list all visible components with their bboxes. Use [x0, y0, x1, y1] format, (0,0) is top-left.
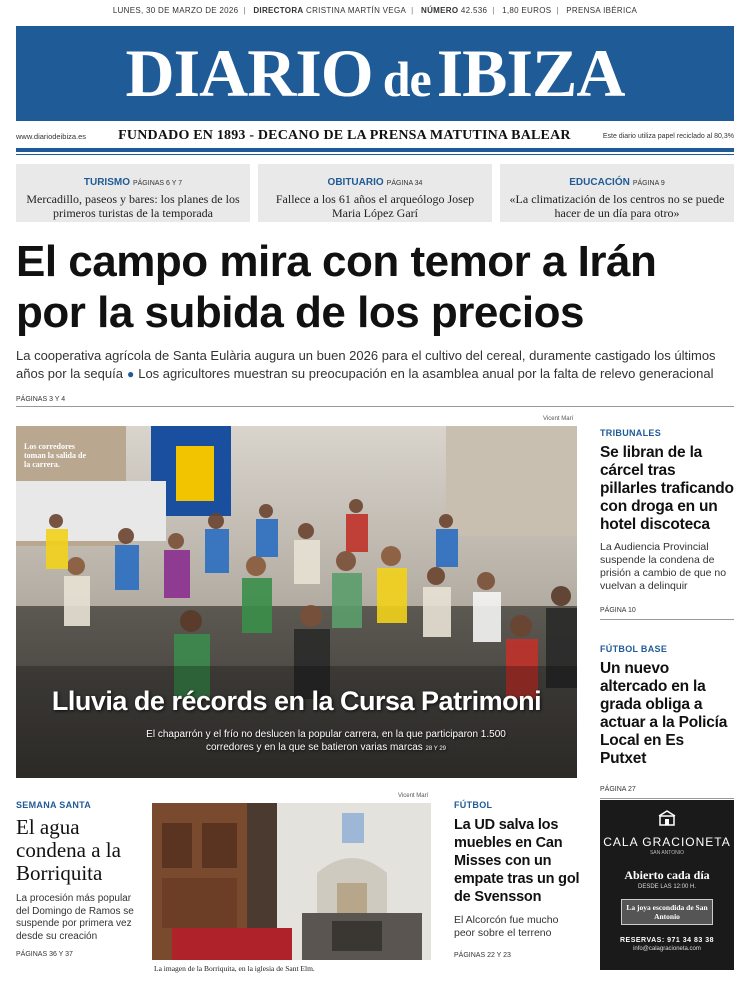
story-pages: PÁGINA 27: [600, 786, 636, 793]
teaser-text: Fallece a los 61 años el arqueólogo Josep Maria López Garí: [275, 192, 475, 220]
race-photo[interactable]: [16, 426, 577, 778]
borriquita-photo[interactable]: [152, 803, 431, 960]
story-semana-santa[interactable]: [16, 800, 142, 958]
ad-email[interactable]: info@calagracioneta.com: [633, 946, 701, 952]
main-deck-b: Los agricultores muestran su preocupación en la asamblea anual por la falta de relevo generacional: [138, 366, 714, 381]
church-interior-illustration: [152, 803, 431, 960]
photo-pages: 28 Y 29: [425, 746, 447, 752]
directora-name: CRISTINA MARTÍN VEGA: [306, 6, 407, 15]
lower-photo-caption: La imagen de la Borriquita, en la iglesia de Sant Elm.: [154, 964, 315, 973]
story-headline[interactable]: Se libran de la cárcel tras pillarles traficando con droga en un hotel discoteca: [600, 444, 734, 533]
number-label: NÚMERO: [421, 6, 459, 15]
restaurant-logo-icon: [657, 808, 677, 828]
photo-subtitle: El chaparrón y el frío no deslucen la popular carrera, en la que participaron 1.500 corredores y en la que se batieron varias marcas 28 Y 29: [146, 729, 506, 753]
founded-tagline: FUNDADO EN 1893 - DECANO DE LA PRENSA MATUTINA BALEAR: [118, 128, 571, 143]
masthead-rule-thin: [16, 154, 734, 155]
main-pages: PÁGINAS 3 Y 4: [16, 396, 66, 403]
teaser-bar: [16, 164, 734, 222]
ad-open: Abierto cada día: [624, 868, 710, 882]
website-url[interactable]: www.diariodeibiza.es: [16, 131, 87, 141]
race-photo-illustration: [16, 426, 577, 778]
ad-slogan: La joya escondida de San Antonio: [621, 899, 713, 925]
newspaper-logo[interactable]: DIARIO deIBIZA: [125, 35, 625, 111]
ad-place: SAN ANTONIO: [649, 850, 685, 856]
recycled-paper-note: Este diario utiliza papel reciclado al 80,3%: [602, 132, 734, 140]
teaser-category: OBITUARIO: [327, 177, 384, 188]
story-headline[interactable]: Un nuevo altercado en la grada obliga a actuar a la Policía Local en Es Putxet: [600, 660, 728, 767]
lower-photo-credit: Vicent Marí: [398, 793, 429, 799]
kicker: TRIBUNALES: [600, 428, 661, 438]
photo-credit: Vicent Marí: [543, 416, 574, 422]
edition-info-bar: LUNES, 30 DE MARZO DE 2026 | DIRECTORA CRISTINA MARTÍN VEGA | NÚMERO 42.536 | 1,80 EUROS | PRENSA IBÉRICA: [112, 6, 638, 15]
masthead-rule: [16, 148, 734, 152]
teaser-obituario[interactable]: [258, 164, 492, 222]
kicker: SEMANA SANTA: [16, 800, 92, 810]
story-body: La Audiencia Provincial suspende la condena de prisión a cambio de que no vuelvan a delinquir: [600, 541, 727, 592]
price: 1,80 EUROS: [502, 6, 552, 15]
teaser-category: EDUCACIÓN: [569, 177, 630, 188]
masthead-subline: [16, 124, 734, 148]
bullet-icon: ●: [126, 367, 135, 381]
teaser-pages: PÁGINA 9: [632, 180, 665, 187]
ad-reservations[interactable]: RESERVAS: 971 34 83 38: [619, 937, 714, 944]
publisher-group: PRENSA IBÉRICA: [566, 6, 638, 15]
photo-small-caption: Los corredores toman la salida de la carrera.: [24, 442, 87, 469]
advertisement-cala-gracioneta[interactable]: [600, 800, 734, 970]
masthead: [16, 26, 734, 121]
edition-date: LUNES, 30 DE MARZO DE 2026: [112, 6, 239, 15]
main-deck: [16, 347, 734, 383]
story-headline[interactable]: El agua condena a la Borriquita: [16, 815, 121, 885]
main-headline[interactable]: El campo mira con temor a Irán por la subida de los precios: [16, 237, 657, 337]
divider: [600, 798, 734, 799]
story-futbol[interactable]: [454, 800, 582, 959]
story-body: La procesión más popular del Domingo de Ramos se suspende por primera vez desde su creación: [16, 893, 134, 942]
kicker: FÚTBOL BASE: [600, 644, 668, 654]
main-deck-a: La cooperativa agrícola de Santa Eulària augura un buen 2026 para el cultivo del cereal, duramente castigado los últimos años por la sequía: [16, 348, 716, 381]
teaser-text: «La climatización de los centros no se puede hacer de un día para otro»: [509, 192, 725, 220]
ad-hours: DESDE LAS 12:00 H.: [637, 884, 697, 890]
story-futbol-base[interactable]: [600, 644, 734, 799]
story-pages: PÁGINAS 22 Y 23: [454, 952, 511, 959]
teaser-turismo[interactable]: [16, 164, 250, 222]
edition-number: 42.536: [460, 6, 488, 15]
teaser-category: TURISMO: [83, 177, 130, 188]
directora-label: DIRECTORA: [253, 6, 304, 15]
teaser-educacion[interactable]: [500, 164, 734, 222]
divider: [16, 406, 734, 407]
teaser-text: Mercadillo, paseos y bares: los planes de los primeros turistas de la temporada: [26, 192, 240, 220]
story-tribunales[interactable]: [600, 428, 734, 620]
story-pages: PÁGINAS 36 Y 37: [16, 951, 73, 958]
kicker: FÚTBOL: [454, 800, 493, 810]
story-body: El Alcorcón fue mucho peor sobre el terreno: [454, 914, 559, 939]
divider: [600, 619, 734, 620]
ad-name: CALA GRACIONETA: [603, 835, 731, 849]
story-headline[interactable]: La UD salva los muebles en Can Misses con un empate tras un gol de Svensson: [454, 817, 580, 905]
story-pages: PÁGINA 10: [600, 607, 636, 614]
photo-title[interactable]: Lluvia de récords en la Cursa Patrimoni: [51, 686, 542, 716]
teaser-pages: PÁGINAS 6 Y 7: [132, 180, 183, 187]
teaser-pages: PÁGINA 34: [386, 180, 423, 187]
